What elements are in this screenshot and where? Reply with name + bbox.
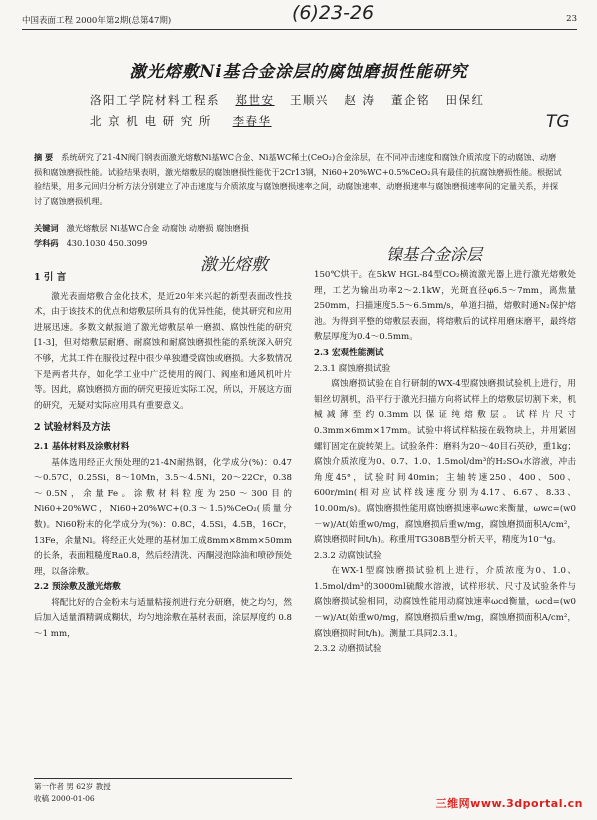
handwritten-side-mark: TG (546, 112, 570, 132)
keywords (34, 223, 562, 234)
footnote-received: 收稿 2000-01-06 (34, 794, 95, 803)
process-paragraph: 150℃烘干。在5kW HGL-84型CO₂横流激光器上进行激光熔敷处理，工艺为输出功率2～2.1kW，光斑直径φ6.5～7mm，离焦量250mm，扫描速度5.5～6.5mm/s，单道扫描，熔敷时通N₂保护熔池。为得到平整的熔敷层表面，将熔敷后的试样用磨床磨平，最终熔敷层厚度为0.4～0.5mm。 (314, 270, 576, 343)
section-2-title: 2 试验材料及方法 (34, 422, 111, 434)
author-name: 赵 涛 (344, 93, 376, 107)
classification (34, 238, 562, 249)
author-name: 田保红 (445, 93, 485, 107)
right-column (314, 268, 576, 658)
left-column (34, 268, 292, 643)
author-line-2 (90, 113, 272, 129)
classification-label: 学科码 (34, 238, 59, 248)
page-number: 23 (566, 14, 577, 24)
footnote-author: 第一作者 男 62岁 教授 (34, 782, 111, 791)
author-name: 郑世安 (235, 93, 275, 107)
author-name: 王顺兴 (289, 93, 329, 107)
abstract-label: 摘 要 (34, 152, 54, 162)
handwritten-code: (6)23-26 (292, 2, 375, 24)
section-2-3-2-paragraph: 在WX-1型腐蚀磨损试验机上进行，介质浓度为0、1.0、1.5mol/dm³的3000ml硫酸水溶液，试样形状、尺寸及试验条件与腐蚀磨损试验相同，动腐蚀性能用动腐蚀速率ωcd衡量，ωcd=(w0－w)/At(始重w0/mg，腐蚀磨损后重w/mg，腐蚀磨损面积A/cm²，腐蚀磨损时间t/h)。测量工具同2.3.1。 (314, 566, 576, 639)
section-2-3-2-title: 2.3.2 动腐蚀试验 (314, 550, 382, 561)
section-2-2-paragraph: 将配比好的合金粉末与适量粘接剂进行充分研磨，使之均匀，然后加入适量酒精调成糊状，均匀地涂敷在基材表面，涂层厚度约 0.8～1 mm， (34, 597, 292, 640)
watermark: 三维网www.3dportal.cn (435, 797, 583, 810)
keywords-text: 激光熔敷层 Ni基WC合金 动腐蚀 动磨损 腐蚀磨损 (66, 223, 249, 233)
section-2-3-3-title: 2.3.2 动磨损试验 (314, 644, 382, 655)
handwritten-note-laser: 激光熔敷 (200, 255, 268, 275)
section-1-paragraph: 激光表面熔敷合金化技术，是近20年来兴起的新型表面改性技术，由于该技术的优点和熔敷层所具有的优异性能，使其研究和应用进展迅速。多数文献报道了激光熔敷层单一磨损、腐蚀性能的研究[1-3]，但对熔敷层耐磨、耐腐蚀和耐腐蚀磨损性能的系统深入研究不够，尤其工件在服役过程中很少单独遭受腐蚀或磨损。大多数情况下是两者共存，如化学工业中广泛使用的阀门、阀座和通风机叶片等。因此，腐蚀磨损方面的研究更接近实际工况，所以，开展这方面的研究，无疑对实际应用具有重要意义。 (34, 291, 292, 411)
affiliation-2: 北 京 机 电 研 究 所 (90, 114, 212, 128)
classification-text: 430.1030 450.3099 (66, 238, 148, 248)
abstract (34, 150, 562, 208)
author-name: 董企铭 (391, 93, 431, 107)
handwritten-note-coating: 镍基合金涂层 (386, 245, 483, 264)
section-2-1-title: 2.1 基体材料及涂敷材料 (34, 441, 130, 452)
paper-title: 激光熔敷Ni基合金涂层的腐蚀磨损性能研究 (129, 62, 468, 81)
section-2-2-title: 2.2 预涂敷及激光熔敷 (34, 582, 121, 593)
section-2-3-1-paragraph: 腐蚀磨损试验在自行研制的WX-4型腐蚀磨损试验机上进行，用钼丝切割机，沿平行于激光扫描方向将试样上的熔敷层切割下来，机械减薄至约0.3mm以保证纯熔敷层。试样片尺寸0.3mm×6mm×17mm。试验中将试样粘接在载物块上，并用紧固螺钉固定在旋转架上。试验条件：磨料为20～40目石英砂，重1kg；腐蚀介质浓度为0、0.7、1.0、1.5mol/dm³的H₂SO₄水溶液，冲击角度45°，试验时间40min；主轴转速250、400、500、600r/min(相对应试样线速度分别为4.17、6.67、8.33、10.00m/s)。腐蚀磨损性能用腐蚀磨损速率ωwc来衡量，ωwc=(w0－w)/At(始重w0/mg，腐蚀磨损后重w/mg，腐蚀磨损面积A/cm²，腐蚀磨损时间t/h)。称重用TG308B型分析天平，精度为10⁻⁴g。 (314, 379, 576, 546)
section-1-title: 1 引 言 (34, 272, 67, 283)
footnote (34, 778, 292, 805)
abstract-text: 系统研究了21-4N阀门钢表面激光熔敷Ni基WC合金、Ni基WC稀土(CeO₂)合金涂层，在不同冲击速度和腐蚀介质浓度下的动腐蚀、动磨损和腐蚀磨损性能。试验结果表明，激光熔敷层的腐蚀磨损性能优于2Cr13钢，Ni60+20%WC+0.5%CeO₂具有最佳的抗腐蚀磨损性能。根据试验结果，用多元回归分析方法分别建立了冲击速度与介质浓度与腐蚀磨损速率之间，动腐蚀速率、动磨损速率与腐蚀磨损速率间的定量关系，并探讨了腐蚀磨损机理。 (34, 152, 562, 206)
keywords-label: 关键词 (34, 223, 59, 233)
author-name: 李春华 (232, 114, 272, 128)
section-2-1-paragraph: 基体选用经正火预处理的21-4N耐热钢，化学成分(%)：0.47～0.57C，0.25Si，8～10Mn，3.5～4.5Ni，20～22Cr，0.38～0.5N，余量Fe。涂敷材料粒度为250～300目的Ni60+20%WC，Ni60+20%WC+(0.3～1.5)%CeO₂(质量分数)。Ni60粉末的化学成分为(%)：0.8C，4.5Si，4.5B，16Cr，13Fe，余量Ni。将经正火处理的基材加工成8mm×8mm×50mm的长条，表面粗糙度Ra0.8，然后经清洗、丙酮浸泡除油和喷砂预处理，以备涂敷。 (34, 457, 292, 577)
affiliation-1: 洛阳工学院材料工程系 (90, 93, 220, 107)
section-2-3-title: 2.3 宏观性能测试 (314, 347, 384, 358)
section-2-3-1-title: 2.3.1 腐蚀磨损试验 (314, 363, 391, 374)
journal-info: 中国表面工程 2000年第2期(总第47期) (22, 16, 172, 26)
header-rule (22, 29, 577, 30)
author-line-1 (90, 92, 485, 108)
